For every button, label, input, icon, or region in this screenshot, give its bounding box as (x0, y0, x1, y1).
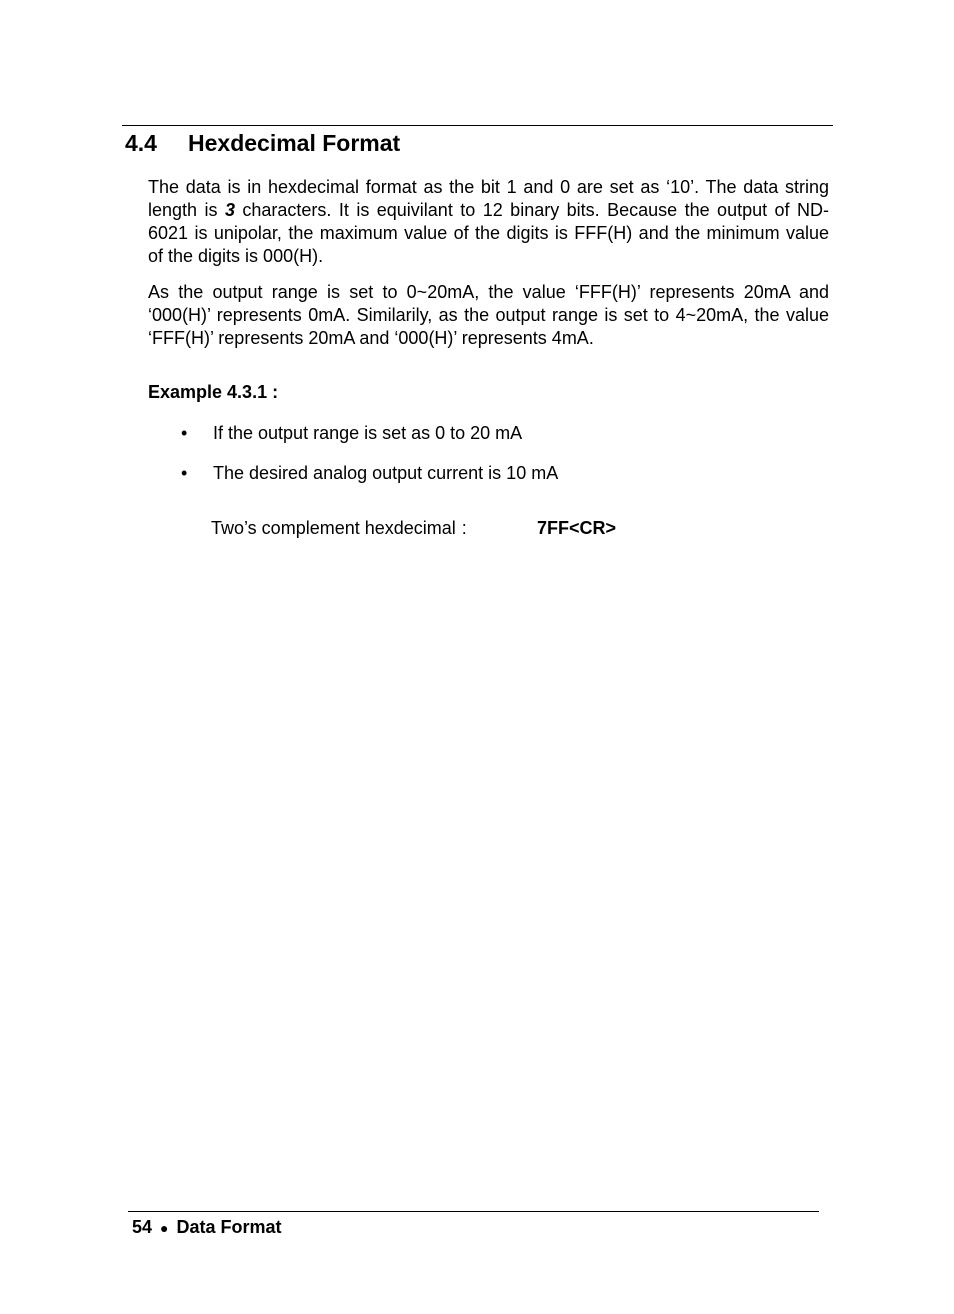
section-number: 4.4 (125, 130, 157, 156)
result-value: 7FF<CR> (537, 518, 617, 538)
intro-text-start: The data is in hexdecimal format as the bit 1 and 0 are set as ‘10’. The data string length is (148, 177, 829, 220)
result-label: Two’s complement hexdecimal (211, 518, 456, 538)
section-title: Hexdecimal Format (188, 130, 401, 156)
result-colon: : (461, 518, 467, 538)
section-heading (125, 129, 400, 157)
example-label: Example 4.3.1 : (148, 382, 279, 402)
list-item (181, 422, 522, 445)
footer-separator-icon: ● (160, 1220, 169, 1236)
list-item-text: The desired analog output current is 10 mA (213, 463, 559, 483)
footer-rule (128, 1211, 819, 1212)
bullet-icon: • (181, 423, 188, 443)
header-rule (122, 125, 833, 126)
list-item (181, 462, 558, 485)
example-result (211, 517, 617, 540)
intro-text-end: characters. It is equivilant to 12 binary bits. Because the output of ND-6021 is unipolar, the maximum value of the digits is FFF(H) and the minimum value of the digits is 000(H). (148, 200, 829, 266)
intro-paragraph (148, 176, 829, 268)
string-length-value: 3 (224, 200, 235, 220)
page-number: 54 (132, 1217, 153, 1237)
page-footer (132, 1216, 282, 1240)
list-item-text: If the output range is set as 0 to 20 mA (213, 423, 523, 443)
range-paragraph: As the output range is set to 0~20mA, the value ‘FFF(H)’ represents 20mA and ‘000(H)’ represents 0mA. Similarily, as the output range is set to 4~20mA, the value ‘FFF(H)’ represents 20mA and ‘000(H)’ represents 4mA. (148, 282, 829, 348)
chapter-title: Data Format (176, 1217, 282, 1237)
bullet-icon: • (181, 463, 188, 483)
